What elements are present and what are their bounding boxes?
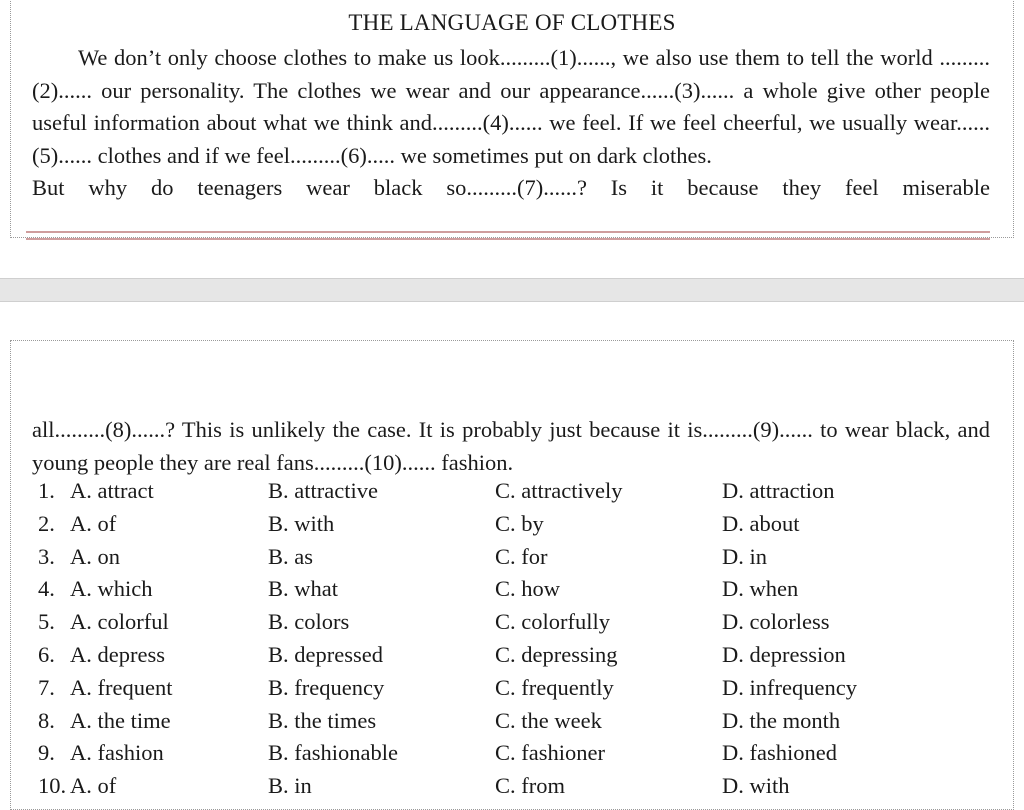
option-c: C. colorfully xyxy=(495,609,610,635)
question-number: 3. xyxy=(38,543,55,569)
question-row xyxy=(0,708,1024,741)
option-b: B. depressed xyxy=(268,641,383,667)
passage-text-last-line: But why do teenagers wear black so.........(7)......? Is it because they feel miserable xyxy=(32,175,990,200)
option-c: C. depressing xyxy=(495,641,618,667)
option-c: C. for xyxy=(495,543,548,569)
option-b: B. fashionable xyxy=(268,740,398,766)
option-a: A. frequent xyxy=(70,674,173,700)
question-number: 4. xyxy=(38,576,55,602)
option-a: A. which xyxy=(70,576,153,602)
page-break-gap xyxy=(0,278,1024,302)
passage-paragraph-bottom: all.........(8)......? This is unlikely the case. It is probably just because it is.........(9)...... to wear black, and young people they are real fans.........(10)...... fashion. xyxy=(32,417,990,475)
question-row xyxy=(0,576,1024,609)
option-b: B. with xyxy=(268,510,335,536)
option-b: B. attractive xyxy=(268,478,378,503)
option-d: D. attraction xyxy=(722,478,835,503)
document-title: THE LANGUAGE OF CLOTHES xyxy=(348,10,676,35)
question-number: 5. xyxy=(38,609,55,635)
question-row xyxy=(0,478,1024,511)
question-row xyxy=(0,609,1024,642)
question-number: 1. xyxy=(38,478,55,503)
option-b: B. as xyxy=(268,543,313,569)
question-row xyxy=(0,773,1024,806)
option-c: C. from xyxy=(495,773,565,799)
option-a: A. attract xyxy=(70,478,154,503)
question-row xyxy=(0,740,1024,773)
question-row xyxy=(0,544,1024,577)
question-row xyxy=(0,675,1024,708)
option-d: D. about xyxy=(722,510,800,536)
option-b: B. colors xyxy=(268,609,350,635)
option-c: C. fashioner xyxy=(495,740,605,766)
option-a: A. colorful xyxy=(70,609,169,635)
option-c: C. how xyxy=(495,576,561,602)
option-c: C. by xyxy=(495,510,544,536)
option-d: D. when xyxy=(722,576,799,602)
answer-options-list xyxy=(0,478,1024,806)
option-b: B. the times xyxy=(268,707,377,733)
question-row xyxy=(0,511,1024,544)
option-c: C. attractively xyxy=(495,478,623,503)
option-a: A. the time xyxy=(70,707,171,733)
question-number: 2. xyxy=(38,510,55,536)
question-number: 10. xyxy=(38,773,67,799)
passage-text: We don’t only choose clothes to make us look.........(1)......, we also use them to tell the world .........(2)...... our personality. The clothes we wear and our appearance......(3)...... a whole give other people useful information about what we think and.........(4)...... we feel. If we feel cheerful, we usually wear......(5)...... clothes and if we feel.........(6)..... we sometimes put on dark clothes. xyxy=(32,45,990,168)
option-d: D. depression xyxy=(722,641,846,667)
question-number: 8. xyxy=(38,707,55,733)
question-number: 7. xyxy=(38,674,55,700)
page-footer-rule xyxy=(26,231,990,240)
option-d: D. colorless xyxy=(722,609,830,635)
option-d: D. infrequency xyxy=(722,674,857,700)
option-d: D. in xyxy=(722,543,767,569)
option-d: D. with xyxy=(722,773,790,799)
option-a: A. fashion xyxy=(70,740,164,766)
option-c: C. the week xyxy=(495,707,602,733)
option-b: B. in xyxy=(268,773,312,799)
option-b: B. what xyxy=(268,576,338,602)
question-row xyxy=(0,642,1024,675)
option-d: D. the month xyxy=(722,707,841,733)
option-b: B. frequency xyxy=(268,674,385,700)
option-a: A. of xyxy=(70,773,117,799)
option-a: A. of xyxy=(70,510,117,536)
question-number: 9. xyxy=(38,740,55,766)
passage-paragraph-top xyxy=(32,42,990,205)
option-c: C. frequently xyxy=(495,674,614,700)
option-a: A. depress xyxy=(70,641,165,667)
option-a: A. on xyxy=(70,543,120,569)
option-d: D. fashioned xyxy=(722,740,837,766)
question-number: 6. xyxy=(38,641,55,667)
